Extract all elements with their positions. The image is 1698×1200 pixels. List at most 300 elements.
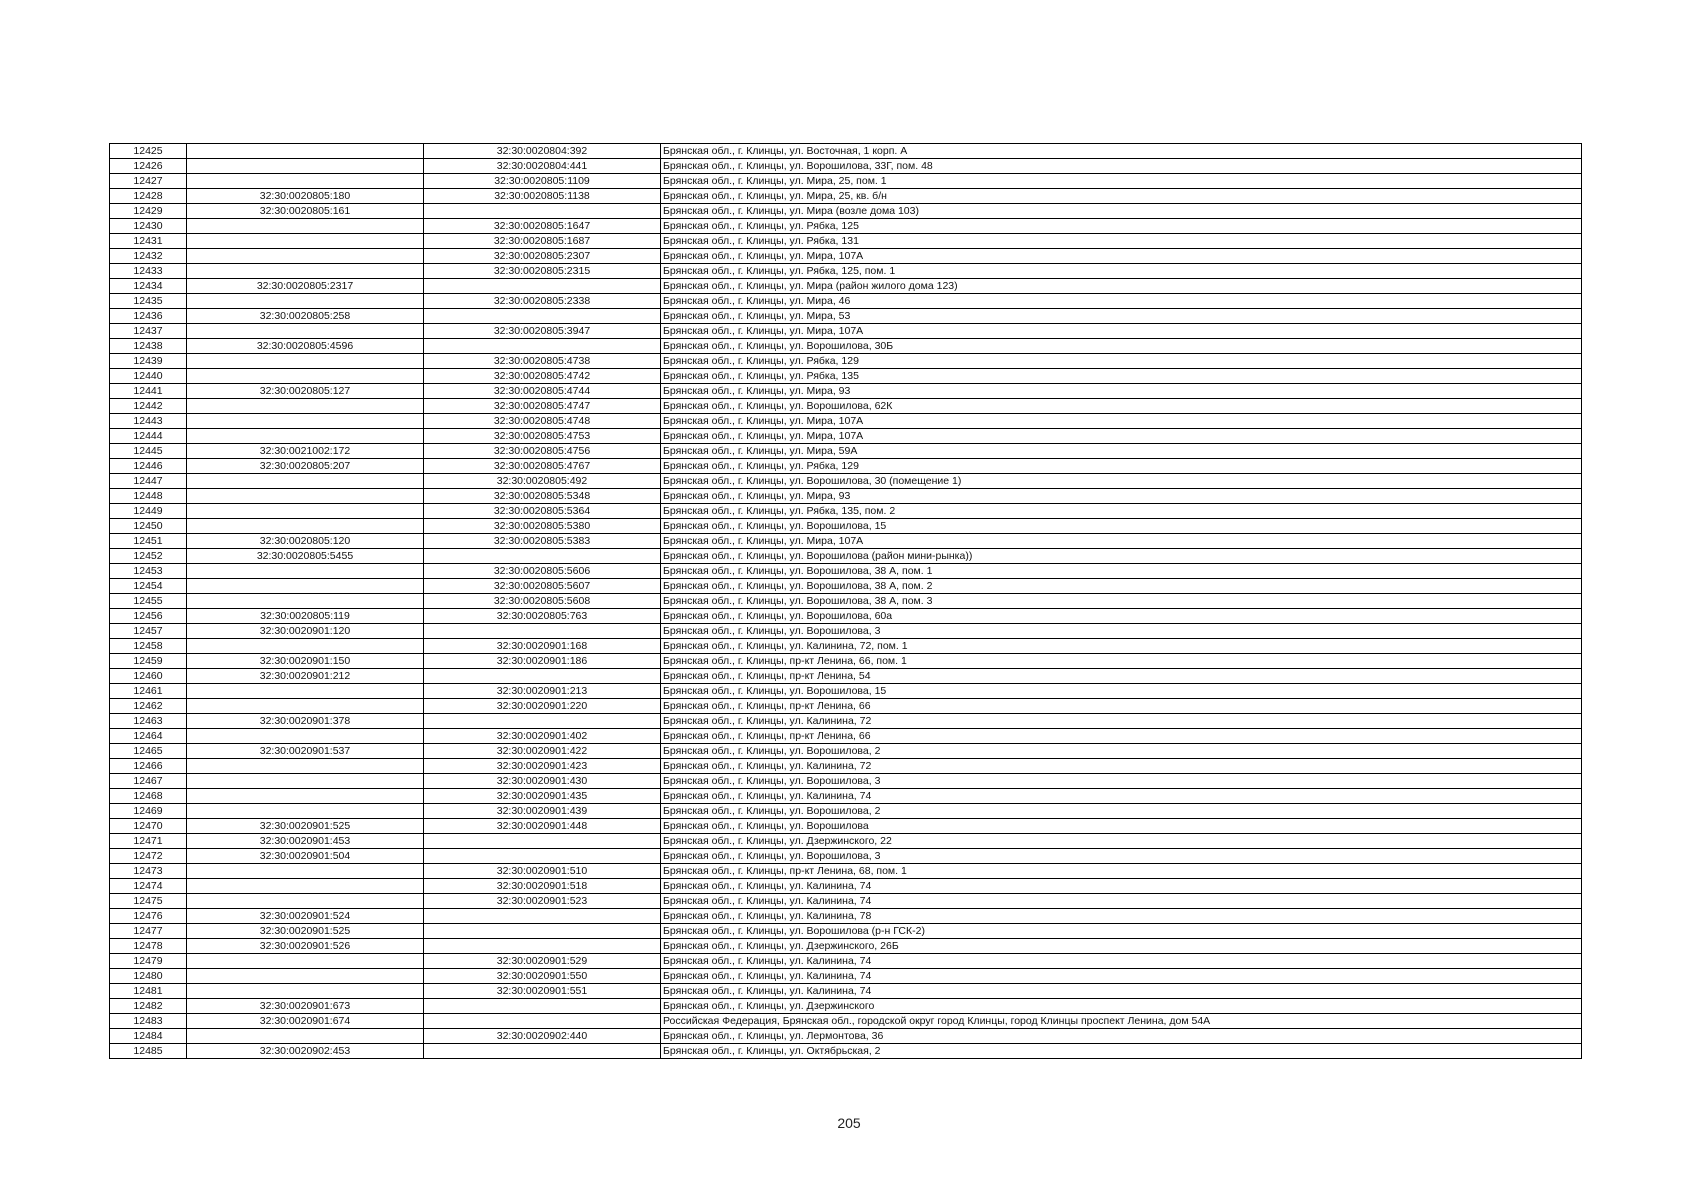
cadastral-number-cell: 32:30:0020901:674 [187, 1014, 424, 1029]
cadastral-number-cell: 32:30:0020901:504 [187, 849, 424, 864]
table-row [110, 819, 1582, 834]
row-number-cell: 12452 [110, 549, 187, 564]
table-row [110, 1044, 1582, 1059]
cadastral-number-cell: 32:30:0020901:537 [187, 744, 424, 759]
table-row [110, 804, 1582, 819]
row-number-cell: 12464 [110, 729, 187, 744]
table-row [110, 654, 1582, 669]
address-cell: Брянская обл., г. Клинцы, ул. Калинина, 72 [661, 759, 1582, 774]
address-cell: Брянская обл., г. Клинцы, ул. Восточная, 1 корп. А [661, 144, 1582, 159]
table-row [110, 339, 1582, 354]
cadastral-number-cell [187, 699, 424, 714]
object-cadastral-number-cell: 32:30:0020804:441 [424, 159, 661, 174]
cadastral-number-cell [187, 249, 424, 264]
cadastral-number-cell [187, 219, 424, 234]
address-cell: Брянская обл., г. Клинцы, ул. Ворошилова, 30 (помещение 1) [661, 474, 1582, 489]
table-row [110, 849, 1582, 864]
row-number-cell: 12476 [110, 909, 187, 924]
object-cadastral-number-cell: 32:30:0020805:5608 [424, 594, 661, 609]
object-cadastral-number-cell [424, 309, 661, 324]
table-row [110, 939, 1582, 954]
object-cadastral-number-cell: 32:30:0020901:551 [424, 984, 661, 999]
cadastral-number-cell: 32:30:0020901:212 [187, 669, 424, 684]
object-cadastral-number-cell [424, 909, 661, 924]
cadastral-number-cell: 32:30:0020805:119 [187, 609, 424, 624]
address-cell: Брянская обл., г. Клинцы, ул. Рябка, 125 [661, 219, 1582, 234]
row-number-cell: 12473 [110, 864, 187, 879]
row-number-cell: 12477 [110, 924, 187, 939]
table-row [110, 729, 1582, 744]
address-cell: Брянская обл., г. Клинцы, ул. Октябрьская, 2 [661, 1044, 1582, 1059]
table-row [110, 909, 1582, 924]
object-cadastral-number-cell: 32:30:0020805:5364 [424, 504, 661, 519]
object-cadastral-number-cell: 32:30:0020805:4747 [424, 399, 661, 414]
row-number-cell: 12479 [110, 954, 187, 969]
object-cadastral-number-cell: 32:30:0020805:1138 [424, 189, 661, 204]
row-number-cell: 12425 [110, 144, 187, 159]
cadastral-number-cell [187, 729, 424, 744]
cadastral-number-cell [187, 594, 424, 609]
table-row [110, 879, 1582, 894]
address-cell: Брянская обл., г. Клинцы, ул. Лермонтова, 36 [661, 1029, 1582, 1044]
cadastral-number-cell [187, 429, 424, 444]
object-cadastral-number-cell: 32:30:0020901:213 [424, 684, 661, 699]
object-cadastral-number-cell [424, 1014, 661, 1029]
table-row [110, 444, 1582, 459]
cadastral-number-cell [187, 804, 424, 819]
object-cadastral-number-cell: 32:30:0020805:2307 [424, 249, 661, 264]
address-cell: Брянская обл., г. Клинцы, ул. Мира, 46 [661, 294, 1582, 309]
table-row [110, 684, 1582, 699]
row-number-cell: 12434 [110, 279, 187, 294]
object-cadastral-number-cell [424, 999, 661, 1014]
address-cell: Брянская обл., г. Клинцы, ул. Рябка, 129 [661, 354, 1582, 369]
row-number-cell: 12446 [110, 459, 187, 474]
registry-table-body [110, 144, 1582, 1059]
cadastral-number-cell [187, 294, 424, 309]
address-cell: Брянская обл., г. Клинцы, ул. Ворошилова, 2 [661, 804, 1582, 819]
address-cell: Брянская обл., г. Клинцы, ул. Мира, 53 [661, 309, 1582, 324]
object-cadastral-number-cell: 32:30:0020805:5380 [424, 519, 661, 534]
address-cell: Брянская обл., г. Клинцы, ул. Ворошилова (р-н ГСК-2) [661, 924, 1582, 939]
table-row [110, 234, 1582, 249]
table-row [110, 159, 1582, 174]
cadastral-number-cell [187, 954, 424, 969]
row-number-cell: 12430 [110, 219, 187, 234]
cadastral-number-cell [187, 474, 424, 489]
address-cell: Брянская обл., г. Клинцы, ул. Рябка, 125, пом. 1 [661, 264, 1582, 279]
cadastral-number-cell: 32:30:0020901:378 [187, 714, 424, 729]
object-cadastral-number-cell: 32:30:0020901:423 [424, 759, 661, 774]
address-cell: Брянская обл., г. Клинцы, ул. Ворошилова, 38 А, пом. 2 [661, 579, 1582, 594]
row-number-cell: 12469 [110, 804, 187, 819]
object-cadastral-number-cell: 32:30:0020901:518 [424, 879, 661, 894]
address-cell: Брянская обл., г. Клинцы, пр-кт Ленина, 54 [661, 669, 1582, 684]
row-number-cell: 12449 [110, 504, 187, 519]
row-number-cell: 12458 [110, 639, 187, 654]
cadastral-number-cell [187, 144, 424, 159]
table-row [110, 924, 1582, 939]
row-number-cell: 12466 [110, 759, 187, 774]
cadastral-number-cell [187, 879, 424, 894]
address-cell: Брянская обл., г. Клинцы, пр-кт Ленина, 66, пом. 1 [661, 654, 1582, 669]
table-row [110, 744, 1582, 759]
row-number-cell: 12450 [110, 519, 187, 534]
cadastral-number-cell: 32:30:0020805:4596 [187, 339, 424, 354]
address-cell: Брянская обл., г. Клинцы, ул. Рябка, 135, пом. 2 [661, 504, 1582, 519]
address-cell: Брянская обл., г. Клинцы, ул. Мира, 59А [661, 444, 1582, 459]
table-row [110, 384, 1582, 399]
cadastral-number-cell: 32:30:0021002:172 [187, 444, 424, 459]
cadastral-number-cell: 32:30:0020901:526 [187, 939, 424, 954]
cadastral-number-cell [187, 234, 424, 249]
cadastral-number-cell: 32:30:0020805:127 [187, 384, 424, 399]
table-row [110, 984, 1582, 999]
row-number-cell: 12483 [110, 1014, 187, 1029]
object-cadastral-number-cell: 32:30:0020805:3947 [424, 324, 661, 339]
address-cell: Брянская обл., г. Клинцы, ул. Калинина, 78 [661, 909, 1582, 924]
address-cell: Брянская обл., г. Клинцы, пр-кт Ленина, 68, пом. 1 [661, 864, 1582, 879]
row-number-cell: 12438 [110, 339, 187, 354]
address-cell: Брянская обл., г. Клинцы, ул. Мира (возле дома 103) [661, 204, 1582, 219]
table-row [110, 144, 1582, 159]
cadastral-number-cell [187, 369, 424, 384]
cadastral-number-cell [187, 984, 424, 999]
row-number-cell: 12443 [110, 414, 187, 429]
row-number-cell: 12433 [110, 264, 187, 279]
object-cadastral-number-cell [424, 924, 661, 939]
row-number-cell: 12437 [110, 324, 187, 339]
object-cadastral-number-cell [424, 624, 661, 639]
cadastral-number-cell [187, 159, 424, 174]
object-cadastral-number-cell: 32:30:0020805:1687 [424, 234, 661, 249]
table-row [110, 549, 1582, 564]
table-row [110, 1029, 1582, 1044]
cadastral-number-cell: 32:30:0020805:180 [187, 189, 424, 204]
row-number-cell: 12447 [110, 474, 187, 489]
row-number-cell: 12472 [110, 849, 187, 864]
row-number-cell: 12448 [110, 489, 187, 504]
address-cell: Брянская обл., г. Клинцы, ул. Калинина, 74 [661, 894, 1582, 909]
address-cell: Брянская обл., г. Клинцы, ул. Ворошилова [661, 819, 1582, 834]
row-number-cell: 12485 [110, 1044, 187, 1059]
table-row [110, 429, 1582, 444]
cadastral-number-cell [187, 774, 424, 789]
row-number-cell: 12480 [110, 969, 187, 984]
table-row [110, 189, 1582, 204]
table-row [110, 999, 1582, 1014]
cadastral-number-cell [187, 1029, 424, 1044]
object-cadastral-number-cell: 32:30:0020901:523 [424, 894, 661, 909]
table-row [110, 219, 1582, 234]
object-cadastral-number-cell: 32:30:0020901:435 [424, 789, 661, 804]
cadastral-number-cell [187, 864, 424, 879]
object-cadastral-number-cell: 32:30:0020901:550 [424, 969, 661, 984]
address-cell: Брянская обл., г. Клинцы, ул. Мира, 93 [661, 384, 1582, 399]
address-cell: Брянская обл., г. Клинцы, ул. Ворошилова, 38 А, пом. 3 [661, 594, 1582, 609]
table-row [110, 669, 1582, 684]
table-row [110, 534, 1582, 549]
object-cadastral-number-cell: 32:30:0020805:4753 [424, 429, 661, 444]
table-row [110, 564, 1582, 579]
object-cadastral-number-cell: 32:30:0020901:430 [424, 774, 661, 789]
table-row [110, 354, 1582, 369]
object-cadastral-number-cell [424, 279, 661, 294]
address-cell: Брянская обл., г. Клинцы, ул. Ворошилова, 60а [661, 609, 1582, 624]
row-number-cell: 12455 [110, 594, 187, 609]
row-number-cell: 12460 [110, 669, 187, 684]
cadastral-number-cell: 32:30:0020901:120 [187, 624, 424, 639]
cadastral-number-cell [187, 969, 424, 984]
address-cell: Брянская обл., г. Клинцы, ул. Ворошилова, 62К [661, 399, 1582, 414]
object-cadastral-number-cell [424, 339, 661, 354]
table-row [110, 864, 1582, 879]
table-row [110, 279, 1582, 294]
row-number-cell: 12481 [110, 984, 187, 999]
address-cell: Брянская обл., г. Клинцы, ул. Ворошилова, 33Г, пом. 48 [661, 159, 1582, 174]
object-cadastral-number-cell: 32:30:0020805:4742 [424, 369, 661, 384]
row-number-cell: 12467 [110, 774, 187, 789]
object-cadastral-number-cell: 32:30:0020805:5606 [424, 564, 661, 579]
address-cell: Брянская обл., г. Клинцы, ул. Калинина, 74 [661, 954, 1582, 969]
object-cadastral-number-cell: 32:30:0020805:4738 [424, 354, 661, 369]
table-row [110, 459, 1582, 474]
row-number-cell: 12429 [110, 204, 187, 219]
address-cell: Брянская обл., г. Клинцы, ул. Ворошилова, 2 [661, 744, 1582, 759]
cadastral-number-cell [187, 489, 424, 504]
object-cadastral-number-cell: 32:30:0020901:510 [424, 864, 661, 879]
object-cadastral-number-cell: 32:30:0020805:5348 [424, 489, 661, 504]
row-number-cell: 12465 [110, 744, 187, 759]
object-cadastral-number-cell: 32:30:0020901:168 [424, 639, 661, 654]
object-cadastral-number-cell: 32:30:0020805:4744 [424, 384, 661, 399]
object-cadastral-number-cell: 32:30:0020805:4748 [424, 414, 661, 429]
address-cell: Брянская обл., г. Клинцы, ул. Ворошилова, 3 [661, 774, 1582, 789]
address-cell: Брянская обл., г. Клинцы, ул. Калинина, 74 [661, 789, 1582, 804]
row-number-cell: 12456 [110, 609, 187, 624]
table-row [110, 969, 1582, 984]
address-cell: Брянская обл., г. Клинцы, ул. Ворошилова, 30Б [661, 339, 1582, 354]
cadastral-number-cell [187, 684, 424, 699]
address-cell: Брянская обл., г. Клинцы, ул. Мира, 25, пом. 1 [661, 174, 1582, 189]
object-cadastral-number-cell: 32:30:0020901:448 [424, 819, 661, 834]
row-number-cell: 12435 [110, 294, 187, 309]
row-number-cell: 12470 [110, 819, 187, 834]
row-number-cell: 12468 [110, 789, 187, 804]
address-cell: Брянская обл., г. Клинцы, ул. Мира (район жилого дома 123) [661, 279, 1582, 294]
object-cadastral-number-cell [424, 714, 661, 729]
table-row [110, 1014, 1582, 1029]
address-cell: Брянская обл., г. Клинцы, ул. Дзержинского, 26Б [661, 939, 1582, 954]
address-cell: Брянская обл., г. Клинцы, ул. Мира, 107А [661, 429, 1582, 444]
cadastral-number-cell [187, 579, 424, 594]
row-number-cell: 12462 [110, 699, 187, 714]
cadastral-number-cell [187, 354, 424, 369]
row-number-cell: 12451 [110, 534, 187, 549]
object-cadastral-number-cell: 32:30:0020805:4767 [424, 459, 661, 474]
table-row [110, 714, 1582, 729]
address-cell: Брянская обл., г. Клинцы, пр-кт Ленина, 66 [661, 699, 1582, 714]
cadastral-number-cell [187, 519, 424, 534]
object-cadastral-number-cell: 32:30:0020901:220 [424, 699, 661, 714]
cadastral-number-cell [187, 504, 424, 519]
cadastral-number-cell [187, 564, 424, 579]
cadastral-number-cell: 32:30:0020901:525 [187, 819, 424, 834]
address-cell: Брянская обл., г. Клинцы, ул. Ворошилова, 3 [661, 624, 1582, 639]
address-cell: Брянская обл., г. Клинцы, ул. Калинина, 72 [661, 714, 1582, 729]
object-cadastral-number-cell: 32:30:0020805:1647 [424, 219, 661, 234]
cadastral-number-cell: 32:30:0020805:120 [187, 534, 424, 549]
cadastral-number-cell: 32:30:0020902:453 [187, 1044, 424, 1059]
table-row [110, 399, 1582, 414]
row-number-cell: 12461 [110, 684, 187, 699]
row-number-cell: 12459 [110, 654, 187, 669]
address-cell: Брянская обл., г. Клинцы, ул. Мира, 107А [661, 534, 1582, 549]
address-cell: Брянская обл., г. Клинцы, ул. Ворошилова, 38 А, пом. 1 [661, 564, 1582, 579]
row-number-cell: 12445 [110, 444, 187, 459]
address-cell: Брянская обл., г. Клинцы, ул. Мира, 107А [661, 249, 1582, 264]
row-number-cell: 12426 [110, 159, 187, 174]
row-number-cell: 12484 [110, 1029, 187, 1044]
address-cell: Брянская обл., г. Клинцы, ул. Рябка, 135 [661, 369, 1582, 384]
table-row [110, 699, 1582, 714]
row-number-cell: 12428 [110, 189, 187, 204]
table-row [110, 519, 1582, 534]
row-number-cell: 12457 [110, 624, 187, 639]
table-row [110, 774, 1582, 789]
address-cell: Брянская обл., г. Клинцы, ул. Калинина, 72, пом. 1 [661, 639, 1582, 654]
table-row [110, 204, 1582, 219]
table-row [110, 249, 1582, 264]
table-row [110, 474, 1582, 489]
table-row [110, 579, 1582, 594]
table-row [110, 834, 1582, 849]
object-cadastral-number-cell: 32:30:0020901:422 [424, 744, 661, 759]
object-cadastral-number-cell [424, 834, 661, 849]
row-number-cell: 12436 [110, 309, 187, 324]
cadastral-number-cell: 32:30:0020805:258 [187, 309, 424, 324]
row-number-cell: 12475 [110, 894, 187, 909]
registry-table [109, 143, 1582, 1059]
address-cell: Брянская обл., г. Клинцы, ул. Ворошилова, 15 [661, 519, 1582, 534]
cadastral-number-cell: 32:30:0020901:453 [187, 834, 424, 849]
address-cell: Брянская обл., г. Клинцы, ул. Мира, 107А [661, 414, 1582, 429]
table-row [110, 624, 1582, 639]
cadastral-number-cell: 32:30:0020901:525 [187, 924, 424, 939]
row-number-cell: 12427 [110, 174, 187, 189]
row-number-cell: 12478 [110, 939, 187, 954]
object-cadastral-number-cell: 32:30:0020805:4756 [424, 444, 661, 459]
object-cadastral-number-cell: 32:30:0020901:402 [424, 729, 661, 744]
table-row [110, 894, 1582, 909]
row-number-cell: 12431 [110, 234, 187, 249]
address-cell: Российская Федерация, Брянская обл., городской округ город Клинцы, город Клинцы проспект Ленина, дом 54А [661, 1014, 1582, 1029]
table-row [110, 639, 1582, 654]
table-row [110, 324, 1582, 339]
row-number-cell: 12463 [110, 714, 187, 729]
row-number-cell: 12442 [110, 399, 187, 414]
address-cell: Брянская обл., г. Клинцы, ул. Дзержинского [661, 999, 1582, 1014]
object-cadastral-number-cell: 32:30:0020805:5607 [424, 579, 661, 594]
address-cell: Брянская обл., г. Клинцы, ул. Дзержинского, 22 [661, 834, 1582, 849]
table-row [110, 594, 1582, 609]
cadastral-number-cell [187, 399, 424, 414]
object-cadastral-number-cell: 32:30:0020901:439 [424, 804, 661, 819]
cadastral-number-cell [187, 639, 424, 654]
cadastral-number-cell [187, 789, 424, 804]
page-number: 205 [837, 1115, 861, 1131]
row-number-cell: 12474 [110, 879, 187, 894]
row-number-cell: 12441 [110, 384, 187, 399]
address-cell: Брянская обл., г. Клинцы, ул. Рябка, 131 [661, 234, 1582, 249]
table-row [110, 309, 1582, 324]
object-cadastral-number-cell: 32:30:0020805:492 [424, 474, 661, 489]
cadastral-number-cell: 32:30:0020805:2317 [187, 279, 424, 294]
object-cadastral-number-cell: 32:30:0020901:529 [424, 954, 661, 969]
cadastral-number-cell [187, 759, 424, 774]
address-cell: Брянская обл., г. Клинцы, ул. Калинина, 74 [661, 984, 1582, 999]
cadastral-number-cell [187, 264, 424, 279]
address-cell: Брянская обл., г. Клинцы, ул. Ворошилова, 3 [661, 849, 1582, 864]
object-cadastral-number-cell: 32:30:0020805:2338 [424, 294, 661, 309]
row-number-cell: 12440 [110, 369, 187, 384]
row-number-cell: 12439 [110, 354, 187, 369]
table-row [110, 369, 1582, 384]
table-row [110, 294, 1582, 309]
object-cadastral-number-cell: 32:30:0020804:392 [424, 144, 661, 159]
row-number-cell: 12453 [110, 564, 187, 579]
table-row [110, 174, 1582, 189]
address-cell: Брянская обл., г. Клинцы, ул. Калинина, 74 [661, 969, 1582, 984]
table-row [110, 414, 1582, 429]
table-row [110, 489, 1582, 504]
object-cadastral-number-cell: 32:30:0020805:763 [424, 609, 661, 624]
address-cell: Брянская обл., г. Клинцы, ул. Мира, 25, кв. б/н [661, 189, 1582, 204]
table-row [110, 954, 1582, 969]
object-cadastral-number-cell: 32:30:0020805:1109 [424, 174, 661, 189]
table-row [110, 264, 1582, 279]
address-cell: Брянская обл., г. Клинцы, ул. Ворошилова (район мини-рынка)) [661, 549, 1582, 564]
address-cell: Брянская обл., г. Клинцы, ул. Рябка, 129 [661, 459, 1582, 474]
cadastral-number-cell [187, 414, 424, 429]
object-cadastral-number-cell [424, 1044, 661, 1059]
object-cadastral-number-cell: 32:30:0020805:2315 [424, 264, 661, 279]
cadastral-number-cell: 32:30:0020901:673 [187, 999, 424, 1014]
object-cadastral-number-cell [424, 204, 661, 219]
cadastral-number-cell: 32:30:0020805:161 [187, 204, 424, 219]
object-cadastral-number-cell: 32:30:0020902:440 [424, 1029, 661, 1044]
table-row [110, 609, 1582, 624]
cadastral-number-cell [187, 324, 424, 339]
row-number-cell: 12432 [110, 249, 187, 264]
object-cadastral-number-cell [424, 849, 661, 864]
object-cadastral-number-cell [424, 549, 661, 564]
table-row [110, 504, 1582, 519]
cadastral-number-cell: 32:30:0020901:524 [187, 909, 424, 924]
row-number-cell: 12482 [110, 999, 187, 1014]
object-cadastral-number-cell: 32:30:0020901:186 [424, 654, 661, 669]
cadastral-number-cell: 32:30:0020901:150 [187, 654, 424, 669]
table-row [110, 789, 1582, 804]
address-cell: Брянская обл., г. Клинцы, ул. Калинина, 74 [661, 879, 1582, 894]
cadastral-number-cell [187, 174, 424, 189]
address-cell: Брянская обл., г. Клинцы, ул. Ворошилова, 15 [661, 684, 1582, 699]
cadastral-number-cell: 32:30:0020805:5455 [187, 549, 424, 564]
row-number-cell: 12454 [110, 579, 187, 594]
address-cell: Брянская обл., г. Клинцы, ул. Мира, 107А [661, 324, 1582, 339]
object-cadastral-number-cell [424, 669, 661, 684]
row-number-cell: 12444 [110, 429, 187, 444]
